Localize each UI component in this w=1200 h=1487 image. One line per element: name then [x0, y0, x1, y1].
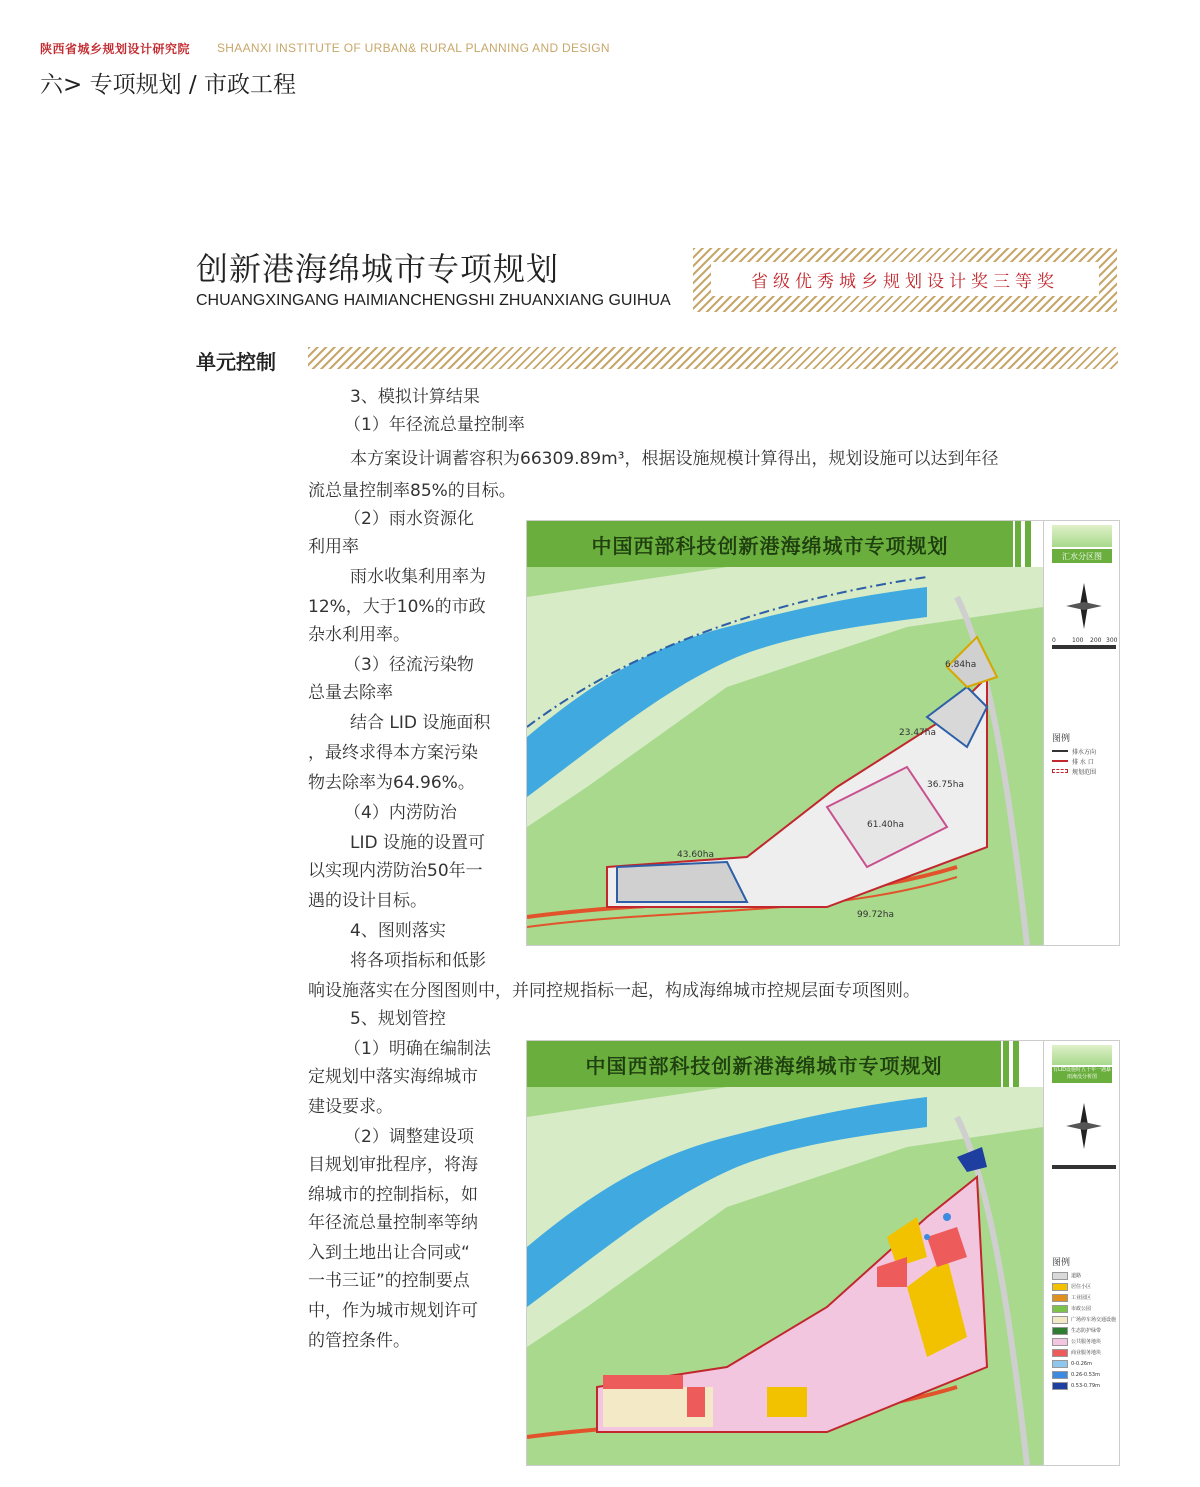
- scale-bar: [1052, 645, 1116, 649]
- legend-item: [1052, 1293, 1091, 1302]
- legend-swatch: [1052, 1371, 1068, 1379]
- paragraph-line: 目规划审批程序，将海: [308, 1155, 478, 1175]
- legend-swatch: [1052, 1316, 1068, 1324]
- paragraph-line: 4、图则落实: [350, 921, 446, 941]
- paragraph-line: ，最终求得本方案污染: [308, 743, 478, 763]
- paragraph-line: （3）径流污染物: [344, 655, 474, 675]
- area-label: 23.47ha: [899, 728, 936, 738]
- legend-swatch: [1052, 1360, 1068, 1368]
- paragraph-line: 5、规划管控: [350, 1009, 446, 1029]
- paragraph-line: 流总量控制率85%的目标。: [308, 481, 516, 501]
- area-label: 6.84ha: [945, 660, 977, 670]
- legend-item: [1052, 1271, 1081, 1280]
- map-subtitle: 有LID设施时五十年一遇暴雨淹没分析图: [1052, 1067, 1112, 1083]
- legend-swatch: [1052, 1349, 1068, 1357]
- legend-label: 0.26-0.53m: [1071, 1371, 1100, 1378]
- legend-label: 道路: [1071, 1273, 1082, 1279]
- legend-item: [1052, 1282, 1091, 1291]
- flood-analysis-map-figure: [526, 1040, 1120, 1466]
- legend-item: [1052, 1337, 1101, 1346]
- paragraph-line: 中，作为城市规划许可: [308, 1301, 478, 1321]
- legend-swatch: [1052, 1283, 1068, 1291]
- org-name-cn: 陕西省城乡规划设计研究院: [40, 42, 191, 56]
- title-stripe: [1025, 521, 1031, 567]
- legend-item: [1052, 1315, 1116, 1324]
- legend-label: 0.53-0.79m: [1071, 1382, 1100, 1389]
- paragraph-line: 建设要求。: [308, 1097, 393, 1117]
- scale-label: 100: [1072, 637, 1084, 644]
- paragraph-line: 以实现内涝防治50年一: [308, 861, 483, 881]
- map-subtitle: 汇水分区图: [1052, 549, 1112, 563]
- paragraph-line: LID 设施的设置可: [350, 833, 485, 853]
- legend-label: 0-0.26m: [1071, 1360, 1092, 1367]
- paragraph-line: 将各项指标和低影: [350, 951, 486, 971]
- paragraph-line: 绵城市的控制指标，如: [308, 1185, 478, 1205]
- catchment-map-figure: [526, 520, 1120, 946]
- paragraph-line: 结合 LID 设施面积: [350, 713, 491, 733]
- section-heading: 六> 专项规划 / 市政工程: [40, 72, 296, 98]
- legend-label: 公共服务地块: [1071, 1339, 1102, 1345]
- north-arrow-icon: [1064, 1101, 1104, 1151]
- legend-panel: [1043, 521, 1120, 945]
- north-arrow-icon: [1064, 581, 1104, 631]
- paragraph-line: 物去除率为64.96%。: [308, 773, 475, 793]
- legend-swatch: [1052, 1272, 1068, 1280]
- legend-item: [1052, 1359, 1092, 1368]
- legend-label: 商业服务地块: [1071, 1350, 1102, 1356]
- legend-swatch: [1052, 1327, 1068, 1335]
- legend-swatch: [1052, 1382, 1068, 1390]
- legend-item: [1052, 1326, 1101, 1335]
- legend-panel: [1043, 1041, 1120, 1465]
- scale-label: 300: [1106, 637, 1118, 644]
- skyline-graphic: [1052, 525, 1112, 547]
- title-stripe: [1015, 521, 1021, 567]
- legend-item: [1052, 1381, 1100, 1390]
- paragraph-line: （2）雨水资源化: [344, 509, 474, 529]
- legend-title: 图例: [1052, 734, 1071, 744]
- award-text: 省级优秀城乡规划设计奖三等奖: [711, 262, 1099, 296]
- legend-label: 市政公园: [1071, 1306, 1092, 1312]
- paragraph-line: 的管控条件。: [308, 1331, 410, 1351]
- paragraph-line: 定规划中落实海绵城市: [308, 1067, 478, 1087]
- legend-title: 图例: [1052, 1258, 1071, 1268]
- paragraph-line: （4）内涝防治: [344, 803, 457, 823]
- legend-label: 生态防护绿带: [1071, 1328, 1102, 1334]
- award-banner: [693, 248, 1117, 312]
- paragraph-line: 一书三证”的控制要点: [308, 1271, 470, 1291]
- skyline-graphic: [1052, 1045, 1112, 1065]
- paragraph-line: 入到土地出让合同或“: [308, 1243, 470, 1263]
- paragraph-line: 遇的设计目标。: [308, 891, 427, 911]
- flood-analysis-map: [527, 1087, 1043, 1465]
- scale-bar: [1052, 1165, 1116, 1169]
- map-title: 中国西部科技创新港海绵城市专项规划: [527, 521, 1013, 567]
- unit-heading: 单元控制: [196, 350, 276, 374]
- paragraph-line: （1）年径流总量控制率: [344, 415, 525, 435]
- page-title-en: CHUANGXINGANG HAIMIANCHENGSHI ZHUANXIANG GUIHUA: [196, 292, 671, 309]
- area-label: 99.72ha: [857, 910, 894, 920]
- paragraph-line: 响设施落实在分图图则中，并同控规指标一起，构成海绵城市控规层面专项图则。: [308, 981, 920, 1001]
- legend-label: 居住小区: [1071, 1284, 1092, 1290]
- scale-label: 0: [1052, 637, 1056, 644]
- legend-item: [1052, 1370, 1100, 1379]
- outfall-icon: [1052, 760, 1068, 762]
- legend-item: 规划范围: [1072, 769, 1097, 776]
- area-label: 61.40ha: [867, 820, 904, 830]
- area-label: 43.60ha: [677, 850, 714, 860]
- paragraph-line: （2）调整建设项: [344, 1127, 474, 1147]
- boundary-icon: [1052, 769, 1068, 773]
- legend-label: 广场停车场交通设施: [1071, 1317, 1117, 1323]
- flow-direction-icon: [1052, 750, 1068, 752]
- paragraph-line: 12%，大于10%的市政: [308, 597, 486, 617]
- title-stripe: [1003, 1041, 1009, 1087]
- map-title: 中国西部科技创新港海绵城市专项规划: [527, 1041, 1001, 1087]
- scale-label: 200: [1090, 637, 1102, 644]
- title-stripe: [1013, 1041, 1019, 1087]
- legend-swatch: [1052, 1305, 1068, 1313]
- org-name-en: SHAANXI INSTITUTE OF URBAN& RURAL PLANNING AND DESIGN: [217, 41, 610, 55]
- legend-item: 排水方向: [1072, 749, 1097, 756]
- paragraph-line: （1）明确在编制法: [344, 1039, 491, 1059]
- legend-item: [1052, 1348, 1101, 1357]
- legend-label: 工业园区: [1071, 1295, 1092, 1301]
- area-label: 36.75ha: [927, 780, 964, 790]
- legend-item: 排 水 口: [1072, 759, 1094, 766]
- legend-swatch: [1052, 1294, 1068, 1302]
- legend-item: [1052, 1304, 1091, 1313]
- paragraph-line: 3、模拟计算结果: [350, 387, 480, 407]
- catchment-map: [527, 567, 1043, 945]
- paragraph-line: 雨水收集利用率为: [350, 567, 486, 587]
- page-title: 创新港海绵城市专项规划: [196, 250, 560, 288]
- paragraph-line: 杂水利用率。: [308, 625, 410, 645]
- unit-heading-bar: [308, 347, 1118, 369]
- legend-swatch: [1052, 1338, 1068, 1346]
- paragraph-line: 利用率: [308, 537, 359, 557]
- paragraph-line: 本方案设计调蓄容积为66309.89m³，根据设施规模计算得出，规划设施可以达到年径: [350, 449, 999, 469]
- paragraph-line: 总量去除率: [308, 683, 393, 703]
- paragraph-line: 年径流总量控制率等纳: [308, 1213, 478, 1233]
